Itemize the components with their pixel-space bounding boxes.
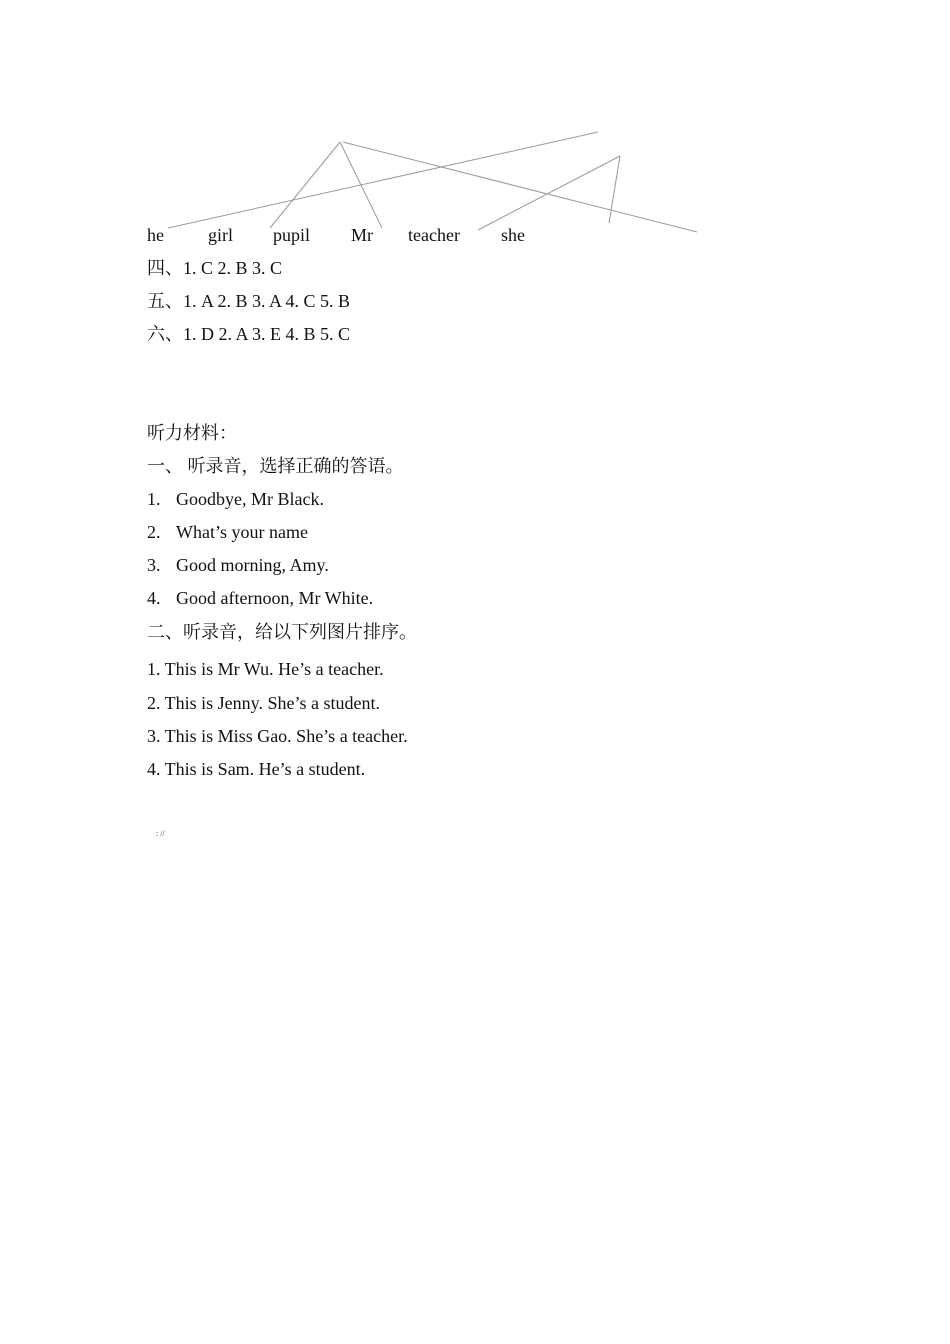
- answer-section-4: 四、1. C 2. B 3. C: [147, 258, 283, 278]
- match-line-teacher: [478, 156, 620, 230]
- listening-sentence: 1. This is Mr Wu. He’s a teacher.: [147, 659, 384, 679]
- item-number: 3.: [147, 555, 161, 575]
- word-she: she: [501, 225, 525, 245]
- listening-section1-title: 一、 听录音，选择正确的答语。: [147, 456, 404, 476]
- match-line-long: [343, 142, 697, 232]
- listening-sentence: 3. This is Miss Gao. She’s a teacher.: [147, 726, 408, 746]
- match-line-mr: [340, 142, 382, 228]
- listening-item: [147, 586, 373, 610]
- item-text: Good morning, Amy.: [176, 555, 329, 575]
- answer-section-6: 六、1. D 2. A 3. E 4. B 5. C: [147, 324, 351, 344]
- listening-item: [147, 553, 329, 577]
- matching-words-row: [0, 223, 950, 247]
- word-girl: girl: [208, 225, 233, 245]
- item-number: 2.: [147, 522, 161, 542]
- match-line-girl: [270, 142, 340, 228]
- word-teacher: teacher: [408, 225, 460, 245]
- item-text: Goodbye, Mr Black.: [176, 489, 324, 509]
- listening-heading: 听力材料：: [147, 423, 237, 443]
- answer-section-5: 五、1. A 2. B 3. A 4. C 5. B: [147, 291, 351, 311]
- footer-mark: : //: [156, 829, 165, 838]
- listening-sentence: 2. This is Jenny. She’s a student.: [147, 693, 380, 713]
- listening-section2-title: 二、听录音，给以下列图片排序。: [147, 622, 417, 642]
- word-pupil: pupil: [273, 225, 311, 245]
- listening-sentence: 4. This is Sam. He’s a student.: [147, 759, 366, 779]
- listening-item: [147, 520, 308, 544]
- listening-item: [147, 487, 324, 511]
- word-he: he: [147, 225, 164, 245]
- item-text: What’s your name: [176, 522, 308, 542]
- matching-lines: [0, 0, 950, 260]
- match-line-he: [168, 132, 598, 228]
- item-text: Good afternoon, Mr White.: [176, 588, 374, 608]
- item-number: 4.: [147, 588, 161, 608]
- item-number: 1.: [147, 489, 161, 509]
- match-line-she: [609, 156, 620, 223]
- word-mr: Mr: [351, 225, 373, 245]
